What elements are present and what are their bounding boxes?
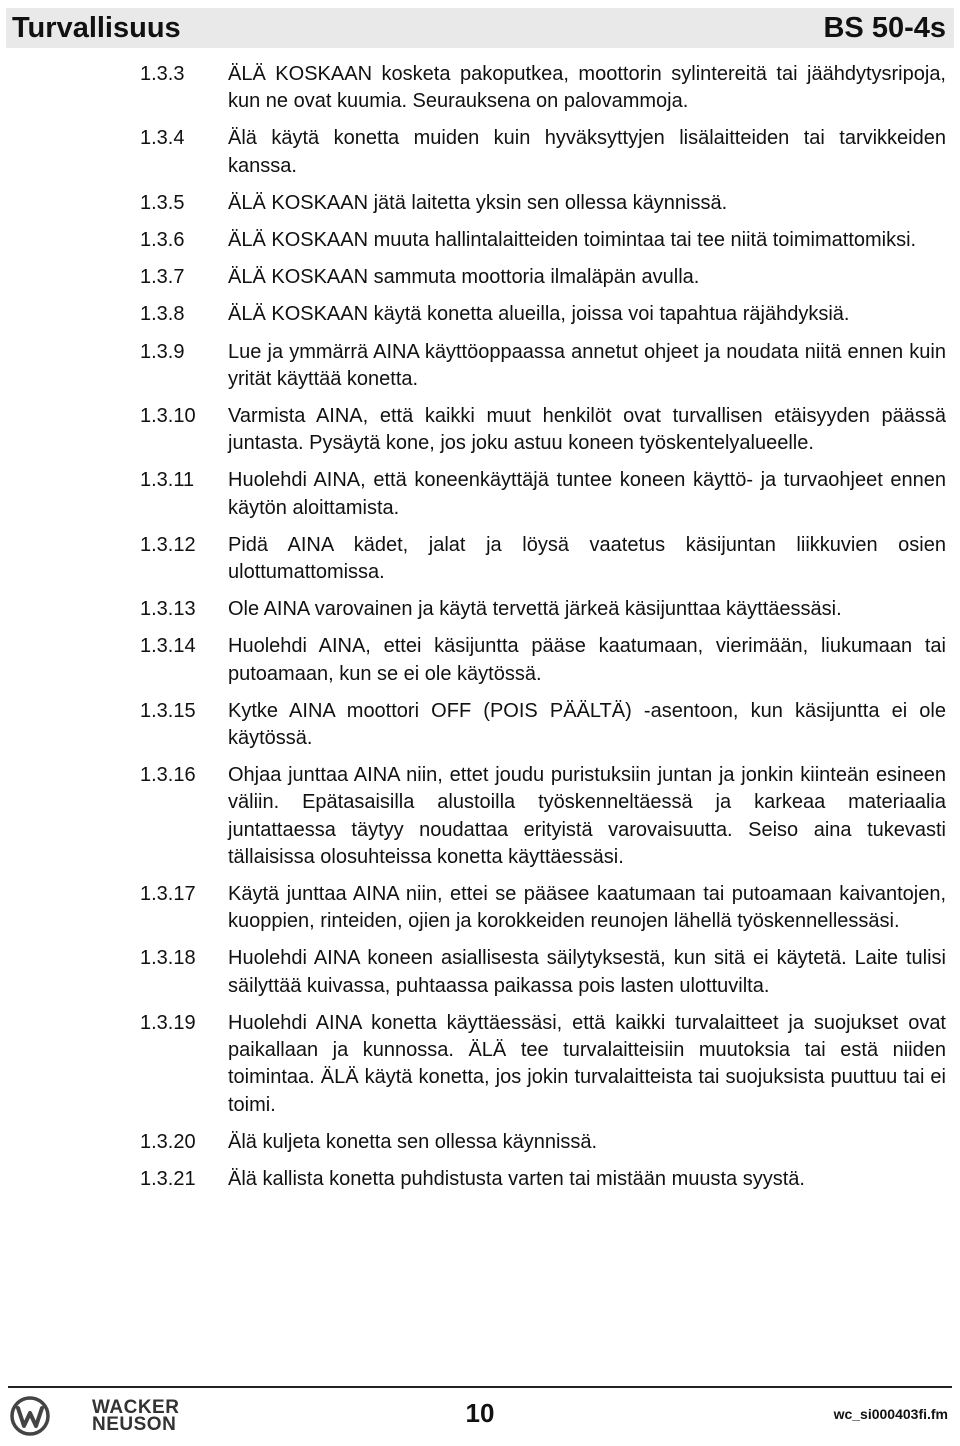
item-text: Huolehdi AINA, että koneenkäyttäjä tuntee koneen käyttö- ja turvaohjeet ennen käytön aloittamista. bbox=[228, 469, 946, 519]
list-item bbox=[140, 227, 946, 254]
item-text: Kytke AINA moottori OFF (POIS PÄÄLTÄ) -asentoon, kun käsijuntta ei ole käytössä. bbox=[228, 699, 946, 750]
footer-divider bbox=[8, 1386, 952, 1388]
item-number: 1.3.5 bbox=[140, 191, 185, 214]
item-number: 1.3.17 bbox=[140, 883, 196, 906]
model-name: BS 50-4s bbox=[823, 12, 946, 44]
item-text: Ohjaa junttaa AINA niin, ettet joudu puristuksiin juntan ja jonkin kiinteän esineen väliin. Epätasaisilla alustoilla työskenneltäessä ja karkeaa materiaalia juntattaessa täytyy noudattaa erityistä varovaisuutta. Seiso aina tukevasti tällaisissa olosuhteissa konetta käyttäessäsi. bbox=[228, 764, 946, 868]
item-number: 1.3.7 bbox=[140, 266, 185, 289]
item-number: 1.3.4 bbox=[140, 127, 185, 150]
section-title: Turvallisuus bbox=[12, 12, 181, 44]
item-text: ÄLÄ KOSKAAN kosketa pakoputkea, moottorin sylintereitä tai jäähdytysripoja, kun ne ovat kuumia. Seurauksena on palovammoja. bbox=[228, 63, 946, 113]
list-item bbox=[140, 532, 946, 586]
item-number: 1.3.14 bbox=[140, 635, 196, 658]
item-text: Huolehdi AINA, ettei käsijuntta pääse kaatumaan, vierimään, liukumaan tai putoamaan, kun se ei ole käytössä. bbox=[228, 635, 946, 685]
item-number: 1.3.9 bbox=[140, 340, 185, 363]
list-item bbox=[140, 61, 946, 115]
list-item bbox=[140, 301, 946, 328]
list-item bbox=[140, 633, 946, 687]
item-number: 1.3.3 bbox=[140, 63, 185, 85]
list-item bbox=[140, 339, 946, 393]
item-text: ÄLÄ KOSKAAN sammuta moottoria ilmaläpän avulla. bbox=[228, 266, 700, 289]
list-item bbox=[140, 881, 946, 935]
list-item bbox=[140, 403, 946, 457]
page-number: 10 bbox=[465, 1398, 495, 1428]
item-text: ÄLÄ KOSKAAN jätä laitetta yksin sen ollessa käynnissä. bbox=[228, 191, 728, 214]
item-number: 1.3.15 bbox=[140, 699, 196, 722]
item-number: 1.3.18 bbox=[140, 947, 196, 970]
list-item bbox=[140, 762, 946, 871]
item-number: 1.3.6 bbox=[140, 229, 185, 252]
document-id: wc_si000403fi.fm bbox=[833, 1406, 948, 1422]
item-number: 1.3.16 bbox=[140, 764, 196, 787]
item-text: Älä kallista konetta puhdistusta varten tai mistään muusta syystä. bbox=[228, 1167, 805, 1190]
list-item bbox=[140, 596, 946, 623]
item-number: 1.3.13 bbox=[140, 598, 196, 621]
item-number: 1.3.8 bbox=[140, 303, 185, 326]
item-text: Huolehdi AINA konetta käyttäessäsi, että kaikki turvalaitteet ja suojukset ovat paikallaan ja kunnossa. ÄLÄ tee turvalaitteisiin muutoksia tai estä niiden toimintaa. ÄLÄ käytä konetta, jos jokin turvalaitteista tai suojuksista puuttuu tai ei toimi. bbox=[228, 1011, 946, 1116]
safety-list bbox=[140, 61, 946, 1203]
item-text: ÄLÄ KOSKAAN käytä konetta alueilla, joissa voi tapahtua räjähdyksiä. bbox=[228, 303, 850, 326]
item-text: Lue ja ymmärrä AINA käyttöoppaassa annetut ohjeet ja noudata niitä ennen kuin yrität käyttää konetta. bbox=[228, 340, 946, 390]
item-text: Ole AINA varovainen ja käytä tervettä järkeä käsijunttaa käyttäessäsi. bbox=[228, 598, 842, 621]
item-text: Älä kuljeta konetta sen ollessa käynnissä. bbox=[228, 1130, 598, 1153]
list-item bbox=[140, 467, 946, 521]
item-text: Älä käytä konetta muiden kuin hyväksyttyjen lisälaitteiden tai tarvikkeiden kanssa. bbox=[228, 127, 946, 177]
item-text: Varmista AINA, että kaikki muut henkilöt ovat turvallisen etäisyyden päässä juntasta. Pysäytä kone, jos joku astuu koneen työskentelyalueelle. bbox=[228, 405, 946, 455]
item-number: 1.3.12 bbox=[140, 533, 196, 556]
item-number: 1.3.11 bbox=[140, 469, 195, 492]
item-number: 1.3.21 bbox=[140, 1167, 196, 1190]
list-item bbox=[140, 945, 946, 999]
list-item bbox=[140, 190, 946, 217]
item-number: 1.3.19 bbox=[140, 1011, 196, 1034]
item-text: Pidä AINA kädet, jalat ja löysä vaatetus käsijuntan liikkuvien osien ulottumattomissa. bbox=[228, 533, 946, 584]
item-number: 1.3.20 bbox=[140, 1130, 196, 1153]
list-item bbox=[140, 264, 946, 291]
page-header bbox=[6, 8, 954, 48]
list-item bbox=[140, 1010, 946, 1119]
item-text: Huolehdi AINA koneen asiallisesta säilytyksestä, kun sitä ei käytetä. Laite tulisi säilyttää kuivassa, puhtaassa paikassa pois lasten ulottuvilta. bbox=[228, 947, 946, 997]
logo-line-1: WACKER bbox=[92, 1397, 180, 1418]
item-text: ÄLÄ KOSKAAN muuta hallintalaitteiden toimintaa tai tee niitä toimimattomiksi. bbox=[228, 229, 917, 252]
item-text: Käytä junttaa AINA niin, ettei se pääsee kaatumaan tai putoamaan kaivantojen, kuoppien, rinteiden, ojien ja korokkeiden reunojen lähellä työskennellessäsi. bbox=[228, 883, 946, 933]
list-item bbox=[140, 698, 946, 752]
item-number: 1.3.10 bbox=[140, 405, 196, 428]
list-item bbox=[140, 1129, 946, 1156]
list-item bbox=[140, 1166, 946, 1193]
list-item bbox=[140, 125, 946, 179]
logo-line-2: NEUSON bbox=[92, 1414, 177, 1435]
